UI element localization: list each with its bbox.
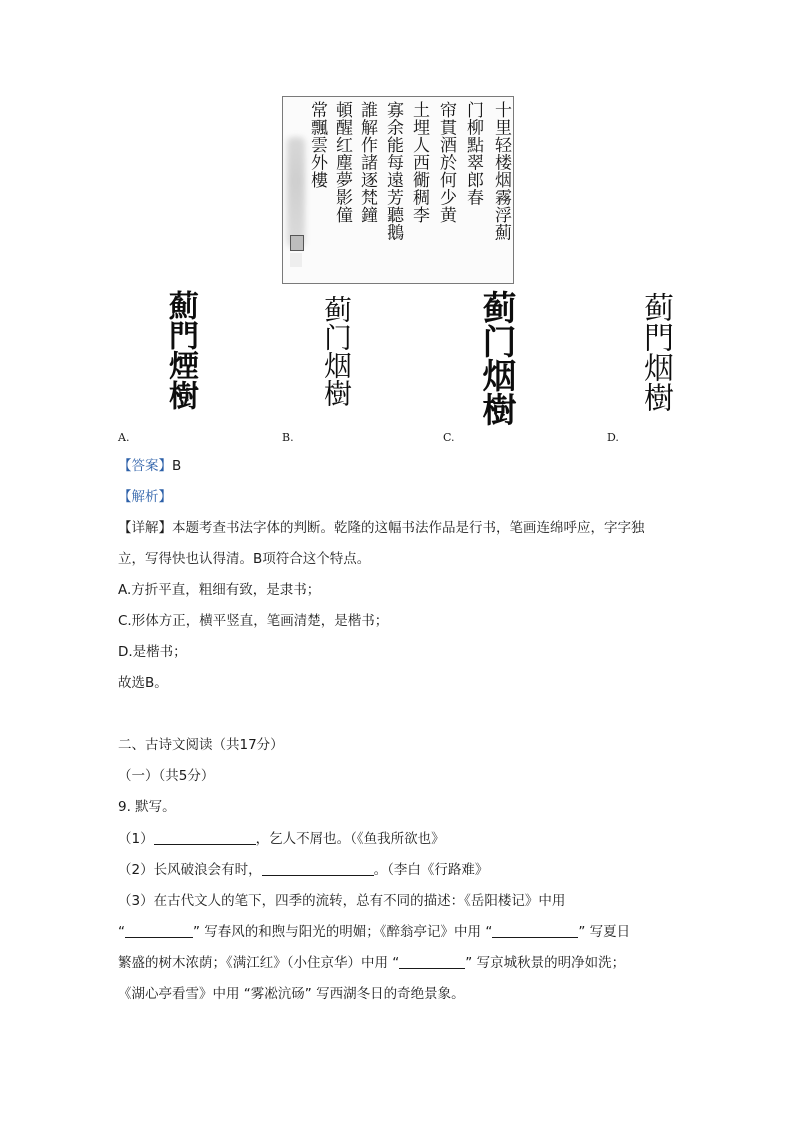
artwork-column: 寡余能每遠芳聽鵝	[383, 101, 403, 241]
option-c-label: C.	[443, 431, 455, 444]
option-b-calligraphy: 蓟门烟樹	[320, 295, 353, 407]
analysis-tag: 【解析】	[118, 489, 172, 505]
item-3-quote-open: “	[118, 924, 125, 940]
item-3-text-end: ” 写夏日	[578, 924, 631, 940]
blurred-signature	[287, 137, 305, 247]
item-1-number: （1）	[118, 831, 154, 847]
item-2-text-pre: （2）长风破浪会有时，	[118, 862, 262, 878]
answer-line	[118, 456, 181, 476]
item-3-text-mid: ” 写春风的和煦与阳光的明媚；《醉翁亭记》中用 “	[193, 924, 493, 940]
option-d-calligraphy: 蓟門烟樹	[638, 292, 673, 412]
fill-blank-1[interactable]	[154, 830, 256, 845]
detail-line-2: 立，写得快也认得清。B项符合这个特点。	[118, 551, 371, 567]
artwork-column: 頓醒红塵夢影僮	[332, 101, 352, 224]
artwork-column: 誰解作諸逐梵鐘	[357, 101, 377, 224]
item-3-line-3	[118, 953, 625, 973]
artwork-column: 门柳點翠郎春	[463, 101, 483, 206]
detail-line-1	[118, 518, 645, 538]
detail-option-c: C.形体方正，横平竖直，笔画清楚，是楷书；	[118, 613, 389, 629]
detail-option-d: D.是楷书；	[118, 644, 187, 660]
calligraphy-artwork	[282, 96, 514, 284]
section-subtitle: （一）（共5分）	[118, 768, 215, 784]
item-3-line-4: 《湖心亭看雪》中用 “雾凇沆砀” 写西湖冬日的奇绝景象。	[118, 986, 465, 1002]
answer-value: B	[172, 458, 182, 474]
fill-blank-3[interactable]	[125, 923, 193, 938]
option-a-label: A.	[118, 431, 130, 444]
analysis-line	[118, 487, 172, 507]
fill-blank-4[interactable]	[492, 923, 578, 938]
artwork-column: 常飄雲外樓	[307, 101, 327, 189]
item-1-text: ，乞人不屑也。（《鱼我所欲也》	[255, 831, 445, 847]
detail-option-a: A.方折平直，粗细有致，是隶书；	[118, 582, 321, 598]
question-9: 9. 默写。	[118, 799, 176, 815]
fill-blank-5[interactable]	[399, 954, 465, 969]
artwork-column: 土埋人西衚稠李	[409, 101, 429, 224]
artwork-column: 十里轻楼烟霧浮薊	[491, 101, 511, 241]
seal-stamp	[290, 235, 304, 251]
fill-blank-2[interactable]	[262, 861, 374, 876]
item-3-line-1: （3）在古代文人的笔下，四季的流转，总有不同的描述：《岳阳楼记》中用	[118, 893, 566, 909]
answer-tag: 【答案】	[118, 458, 172, 474]
detail-tag: 【详解】	[118, 520, 172, 536]
detail-text-1: 本题考查书法字体的判断。乾隆的这幅书法作品是行书，笔画连绵呼应，字字独	[172, 520, 645, 536]
option-a-calligraphy: 薊門煙樹	[163, 290, 198, 410]
item-3-line-2	[118, 922, 630, 942]
option-c-calligraphy: 蓟门烟樹	[476, 290, 516, 426]
option-d-label: D.	[607, 431, 619, 444]
item-2	[118, 860, 488, 880]
item-2-text-post: 。（李白《行路难》	[373, 862, 489, 878]
seal-stamp-faint	[290, 253, 302, 267]
option-b-label: B.	[282, 431, 294, 444]
item-1	[118, 829, 445, 849]
item-3-text-3b: ” 写京城秋景的明净如洗；	[465, 955, 626, 971]
section-title: 二、古诗文阅读（共17分）	[118, 737, 284, 753]
artwork-column: 帘貫酒於何少黄	[436, 101, 456, 224]
item-3-text-3a: 繁盛的树木浓荫；《满江红》（小住京华）中用 “	[118, 955, 400, 971]
detail-conclusion: 故选B。	[118, 675, 168, 691]
